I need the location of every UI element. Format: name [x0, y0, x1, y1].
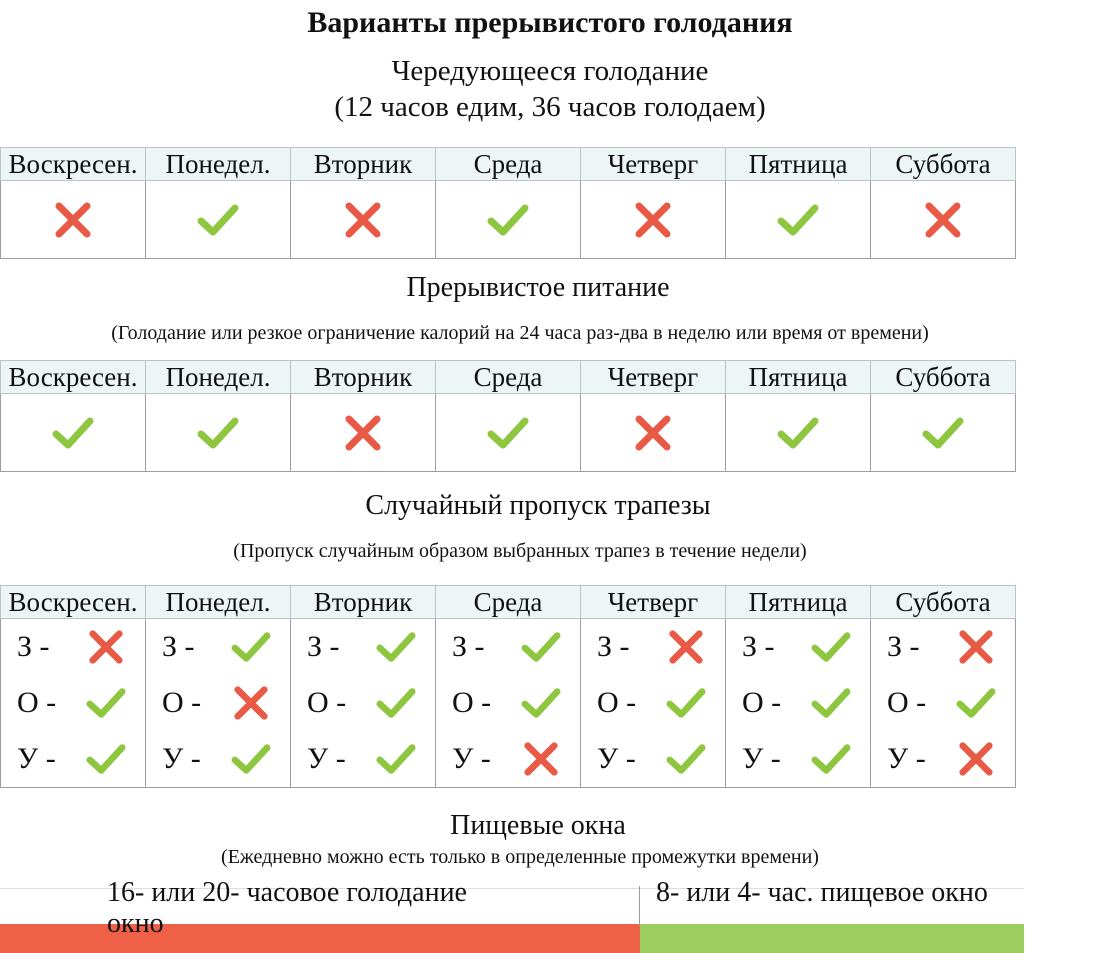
meal-row: [1, 675, 145, 731]
meal-label: У -: [162, 742, 201, 775]
check-icon: [778, 413, 818, 453]
meal-label: З -: [887, 630, 920, 663]
day-header: Суббота: [871, 361, 1016, 394]
check-icon: [522, 684, 560, 722]
day-header: Суббота: [871, 148, 1016, 181]
day-cell: [581, 619, 726, 788]
table-header-row: [1, 586, 1016, 619]
eating-window-bar: [640, 924, 1024, 953]
meal-row: [146, 675, 290, 731]
meal-row: [436, 675, 580, 731]
check-icon: [957, 684, 995, 722]
day-header: Суббота: [871, 586, 1016, 619]
day-header: Понедел.: [146, 148, 291, 181]
alternate-day-table: [0, 147, 1016, 259]
meal-row: [1, 619, 145, 675]
cross-icon: [957, 740, 995, 778]
meal-row: [871, 675, 1015, 731]
check-icon: [377, 684, 415, 722]
meal-label: О -: [162, 686, 202, 719]
meal-row: [726, 731, 870, 787]
meal-label: У -: [597, 742, 636, 775]
day-cell: [726, 394, 871, 472]
meal-row: [291, 675, 435, 731]
section1-heading: Чередующееся голодание: [391, 55, 709, 87]
day-header: Воскресен.: [1, 586, 146, 619]
meal-row: [291, 619, 435, 675]
check-icon: [198, 413, 238, 453]
check-icon: [812, 740, 850, 778]
meal-label: О -: [452, 686, 492, 719]
meal-row: [436, 619, 580, 675]
meal-label: У -: [742, 742, 781, 775]
day-header: Понедел.: [146, 586, 291, 619]
table-header-row: [1, 361, 1016, 394]
meal-row: [581, 731, 725, 787]
day-cell: [146, 181, 291, 259]
day-cell: [871, 181, 1016, 259]
day-cell: [436, 619, 581, 788]
fasting-window-label: 16- или 20- часовое голодание: [107, 877, 467, 908]
meal-row: [581, 675, 725, 731]
cross-icon: [667, 628, 705, 666]
cross-icon: [633, 200, 673, 240]
section4-heading: Пищевые окна: [450, 810, 626, 841]
meal-row: [291, 731, 435, 787]
check-icon: [232, 628, 270, 666]
day-cell: [146, 394, 291, 472]
day-header: Среда: [436, 361, 581, 394]
day-cell: [436, 181, 581, 259]
day-cell: [291, 394, 436, 472]
cross-icon: [957, 628, 995, 666]
day-cell: [581, 181, 726, 259]
day-header: Воскресен.: [1, 148, 146, 181]
day-cell: [1, 181, 146, 259]
meal-label: З -: [307, 630, 340, 663]
section2-heading: Прерывистое питание: [406, 272, 670, 303]
random-skip-table: [0, 585, 1016, 788]
section3-heading: Случайный пропуск трапезы: [365, 490, 711, 521]
section2-note: (Голодание или резкое ограничение калорий на 24 часа раз-два в неделю или время от времени): [111, 322, 929, 344]
page-title: Варианты прерывистого голодания: [307, 6, 793, 39]
meal-row: [726, 675, 870, 731]
cross-icon: [633, 413, 673, 453]
section3-note: (Пропуск случайным образом выбранных трапез в течение недели): [233, 540, 807, 562]
fasting-window-bar: [0, 924, 640, 953]
meal-label: З -: [452, 630, 485, 663]
check-icon: [53, 413, 93, 453]
check-icon: [232, 740, 270, 778]
meal-label: З -: [17, 630, 50, 663]
table-row: [1, 394, 1016, 472]
eating-window-label: 8- или 4- час. пищевое окно: [656, 877, 988, 908]
day-cell: [726, 619, 871, 788]
meal-row: [146, 619, 290, 675]
check-icon: [522, 628, 560, 666]
check-icon: [87, 684, 125, 722]
meal-row: [436, 731, 580, 787]
check-icon: [667, 684, 705, 722]
meal-row: [146, 731, 290, 787]
check-icon: [488, 200, 528, 240]
check-icon: [667, 740, 705, 778]
check-icon: [198, 200, 238, 240]
meal-label: З -: [162, 630, 195, 663]
meal-label: О -: [887, 686, 927, 719]
meal-label: О -: [597, 686, 637, 719]
day-header: Среда: [436, 586, 581, 619]
cross-icon: [87, 628, 125, 666]
check-icon: [778, 200, 818, 240]
table-row: [1, 619, 1016, 788]
day-cell: [291, 181, 436, 259]
meal-label: О -: [742, 686, 782, 719]
section4-note: (Ежедневно можно есть только в определенные промежутки времени): [221, 846, 819, 868]
day-cell: [1, 619, 146, 788]
day-cell: [146, 619, 291, 788]
meal-label: У -: [887, 742, 926, 775]
check-icon: [488, 413, 528, 453]
day-header: Вторник: [291, 586, 436, 619]
meal-label: У -: [17, 742, 56, 775]
table-header-row: [1, 148, 1016, 181]
day-cell: [291, 619, 436, 788]
check-icon: [923, 413, 963, 453]
check-icon: [812, 628, 850, 666]
cross-icon: [343, 413, 383, 453]
day-cell: [581, 394, 726, 472]
day-cell: [871, 394, 1016, 472]
day-cell: [436, 394, 581, 472]
meal-row: [581, 619, 725, 675]
meal-label: У -: [452, 742, 491, 775]
fasting-window-label-cont: окно: [107, 908, 164, 939]
meal-row: [1, 731, 145, 787]
table-row: [1, 181, 1016, 259]
day-header: Пятница: [726, 148, 871, 181]
check-icon: [87, 740, 125, 778]
meal-label: О -: [17, 686, 57, 719]
meal-row: [871, 619, 1015, 675]
cross-icon: [343, 200, 383, 240]
section1-subheading: (12 часов едим, 36 часов голодаем): [334, 91, 766, 123]
cross-icon: [232, 684, 270, 722]
meal-row: [871, 731, 1015, 787]
meal-label: З -: [742, 630, 775, 663]
day-header: Четверг: [581, 361, 726, 394]
day-header: Воскресен.: [1, 361, 146, 394]
meal-row: [726, 619, 870, 675]
day-cell: [871, 619, 1016, 788]
check-icon: [377, 740, 415, 778]
periodic-eating-table: [0, 360, 1016, 472]
cross-icon: [923, 200, 963, 240]
day-header: Пятница: [726, 586, 871, 619]
day-header: Среда: [436, 148, 581, 181]
meal-label: З -: [597, 630, 630, 663]
day-header: Понедел.: [146, 361, 291, 394]
meal-label: О -: [307, 686, 347, 719]
check-icon: [377, 628, 415, 666]
day-header: Вторник: [291, 361, 436, 394]
day-header: Пятница: [726, 361, 871, 394]
window-divider: [639, 886, 640, 926]
day-header: Четверг: [581, 586, 726, 619]
cross-icon: [53, 200, 93, 240]
check-icon: [812, 684, 850, 722]
day-header: Четверг: [581, 148, 726, 181]
day-cell: [1, 394, 146, 472]
day-cell: [726, 181, 871, 259]
cross-icon: [522, 740, 560, 778]
meal-label: У -: [307, 742, 346, 775]
day-header: Вторник: [291, 148, 436, 181]
